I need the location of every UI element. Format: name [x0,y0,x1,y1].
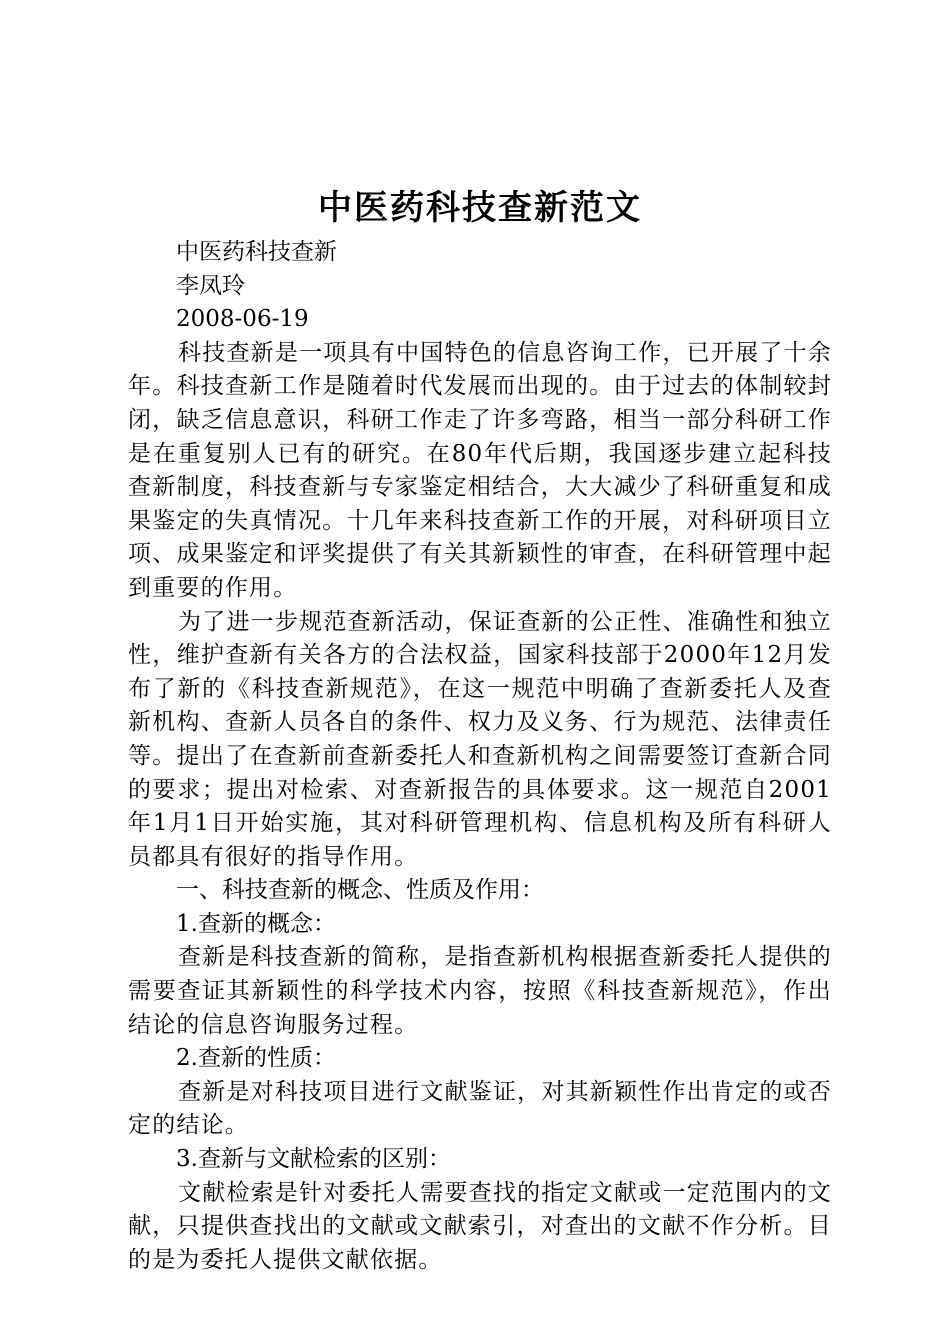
author-line: 李凤玲 [176,272,245,299]
subsection-heading-concept: 1.查新的概念： [176,910,336,937]
date-line: 2008-06-19 [176,306,309,333]
body-paragraph-standard: 为了进一步规范查新活动，保证查新的公正性、准确性和独立性，维护查新有关各方的合法权益，国家科技部于2000年12月发布了新的《科技查新规范》，在这一规范中明确了查新委托人及查新机构、查新人员各自的条件、权力及义务、行为规范、法律责任等。提出了在查新前查新委托人和查新机构之间需要签订查新合同的要求；提出对检索、对查新报告的具体要求。这一规范自2001年1月1日开始实施，其对科研管理机构、信息机构及所有科研人员都具有很好的指导作用。 [128,608,832,870]
document-title: 中医药科技查新范文 [318,188,642,228]
subsection-heading-difference: 3.查新与文献检索的区别： [176,1146,451,1173]
subtitle-line: 中医药科技查新 [176,239,337,265]
subsection-heading-nature: 2.查新的性质： [176,1045,336,1072]
subsection-body-nature: 查新是对科技项目进行文献鉴证，对其新颖性作出肯定的或否定的结论。 [128,1078,832,1139]
subsection-body-concept: 查新是科技查新的简称，是指查新机构根据查新委托人提供的需要查证其新颖性的科学技术内容，按照《科技查新规范》，作出结论的信息咨询服务过程。 [128,944,832,1038]
body-paragraph-intro: 科技查新是一项具有中国特色的信息咨询工作，已开展了十余年。科技查新工作是随着时代发展而出现的。由于过去的体制较封闭，缺乏信息意识，科研工作走了许多弯路，相当一部分科研工作是在重复别人已有的研究。在80年代后期，我国逐步建立起科技查新制度，科技查新与专家鉴定相结合，大大减少了科研重复和成果鉴定的失真情况。十几年来科技查新工作的开展，对科研项目立项、成果鉴定和评奖提供了有关其新颖性的审查，在科研管理中起到重要的作用。 [128,339,832,601]
subsection-body-difference: 文献检索是针对委托人需要查找的指定文献或一定范围内的文献，只提供查找出的文献或文献索引，对查出的文献不作分析。目的是为委托人提供文献依据。 [128,1179,832,1273]
section-heading: 一、科技查新的概念、性质及作用： [176,877,544,904]
document-page [128,186,832,1277]
